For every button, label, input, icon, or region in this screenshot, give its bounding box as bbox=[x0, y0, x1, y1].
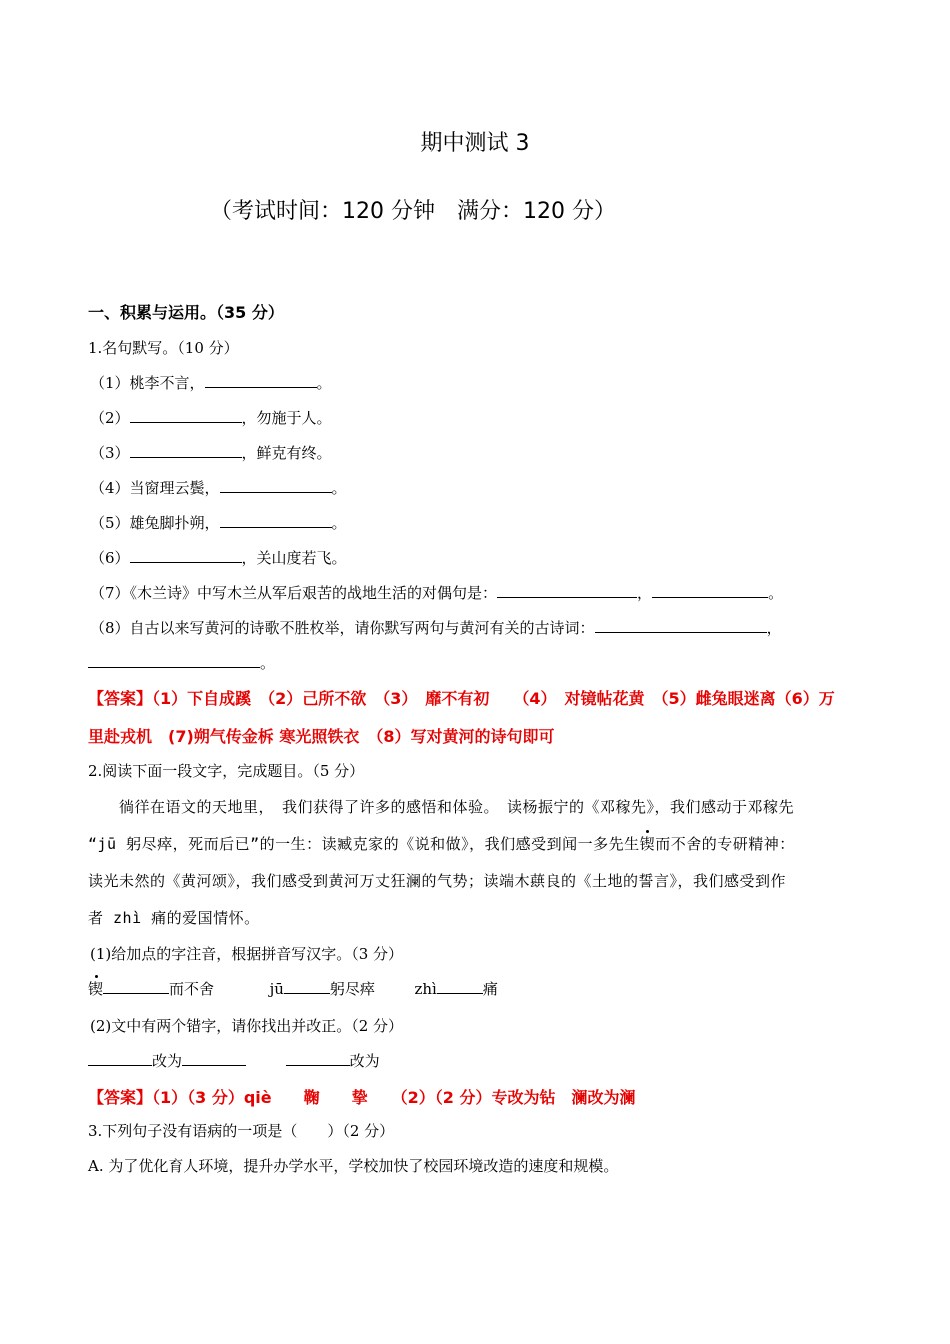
answer-blank[interactable] bbox=[652, 582, 768, 598]
passage-line-3: 读光未然的《黄河颂》，我们感受到黄河万丈狂澜的气势；读端木蕻良的《土地的誓言》，我们感受到作 bbox=[88, 872, 787, 890]
answer-blank[interactable] bbox=[130, 547, 242, 563]
q3-option-a: A. 为了优化育人环境，提升办学水平，学校加快了校园环境改造的速度和规模。 bbox=[88, 1157, 619, 1175]
answer-blank[interactable] bbox=[220, 512, 332, 528]
dotted-char: 锲 bbox=[639, 835, 656, 853]
q1-item-4: （4）当窗理云鬓， 。 bbox=[90, 479, 347, 497]
answer-blank[interactable] bbox=[88, 1050, 152, 1066]
q1-item-3: （3） ，鲜克有终。 bbox=[90, 444, 332, 462]
passage-line-2: “jū 躬尽瘁，死而后已”的一生：读臧克家的《说和做》，我们感受到闻一多先生锲而不舍的专研精神： bbox=[88, 835, 795, 853]
answer-blank[interactable] bbox=[595, 617, 767, 633]
q1-stem: 1.名句默写。（10 分） bbox=[88, 339, 239, 357]
passage-line-4: 者 zhì 痛的爱国情怀。 bbox=[88, 909, 260, 927]
q1-item-1: （1）桃李不言， 。 bbox=[90, 374, 332, 392]
q1-answer-line-1: 【答案】（1）下自成蹊 （2）己所不欲 （3） 靡不有初 （4） 对镜帖花黄 （5）雌兔眼迷离（6）万 bbox=[88, 689, 835, 708]
answer-blank[interactable] bbox=[103, 978, 169, 994]
q1-item-5: （5）雄兔脚扑朔， 。 bbox=[90, 514, 347, 532]
q1-item-7: （7）《木兰诗》中写木兰从军后艰苦的战地生活的对偶句是： ， 。 bbox=[90, 584, 784, 602]
answer-blank[interactable] bbox=[205, 372, 317, 388]
q1-item-6: （6） ，关山度若飞。 bbox=[90, 549, 347, 567]
answer-blank[interactable] bbox=[88, 652, 260, 668]
q1-item-8-cont: 。 bbox=[88, 652, 275, 673]
answer-blank[interactable] bbox=[286, 1050, 350, 1066]
answer-blank[interactable] bbox=[130, 407, 242, 423]
q1-item-2: （2） ，勿施于人。 bbox=[90, 409, 332, 427]
answer-blank[interactable] bbox=[437, 978, 483, 994]
answer-blank[interactable] bbox=[497, 582, 637, 598]
section-heading: 一、积累与运用。（35 分） bbox=[88, 303, 284, 322]
page-title: 期中测试 3 bbox=[420, 131, 530, 156]
passage-line-1: 徜徉在语文的天地里， 我们获得了许多的感悟和体验。 读杨振宁的《邓稼先》，我们感动于邓稼先 bbox=[88, 798, 795, 816]
answer-blank[interactable] bbox=[220, 477, 332, 493]
q1-answer-line-2: 里赴戎机 (7)朔气传金柝 寒光照铁衣 （8）写对黄河的诗句即可 bbox=[88, 727, 555, 746]
exam-info: （考试时间：120 分钟 满分：120 分） bbox=[210, 199, 616, 224]
answer-blank[interactable] bbox=[182, 1050, 246, 1066]
q2-sub1-blanks: 锲 而不舍 jū 躬尽瘁 zhì 痛 bbox=[88, 980, 498, 998]
q2-sub2: (2)文中有两个错字，请你找出并改正。（2 分） bbox=[90, 1017, 404, 1035]
q2-sub2-blanks: 改为 改为 bbox=[88, 1050, 380, 1071]
q2-answer: 【答案】（1）（3 分）qiè 鞠 挚 （2）（2 分）专改为钻 澜改为澜 bbox=[88, 1088, 636, 1107]
answer-blank[interactable] bbox=[130, 442, 242, 458]
answer-blank[interactable] bbox=[284, 978, 330, 994]
q1-item-8: （8）自古以来写黄河的诗歌不胜枚举，请你默写两句与黄河有关的古诗词： ， bbox=[90, 619, 782, 637]
q3-stem: 3.下列句子没有语病的一项是（ ）（2 分） bbox=[88, 1122, 395, 1140]
q2-sub1: (1)给加点的字注音，根据拼音写汉字。（3 分） bbox=[90, 945, 404, 963]
q2-stem: 2.阅读下面一段文字，完成题目。（5 分） bbox=[88, 762, 365, 780]
